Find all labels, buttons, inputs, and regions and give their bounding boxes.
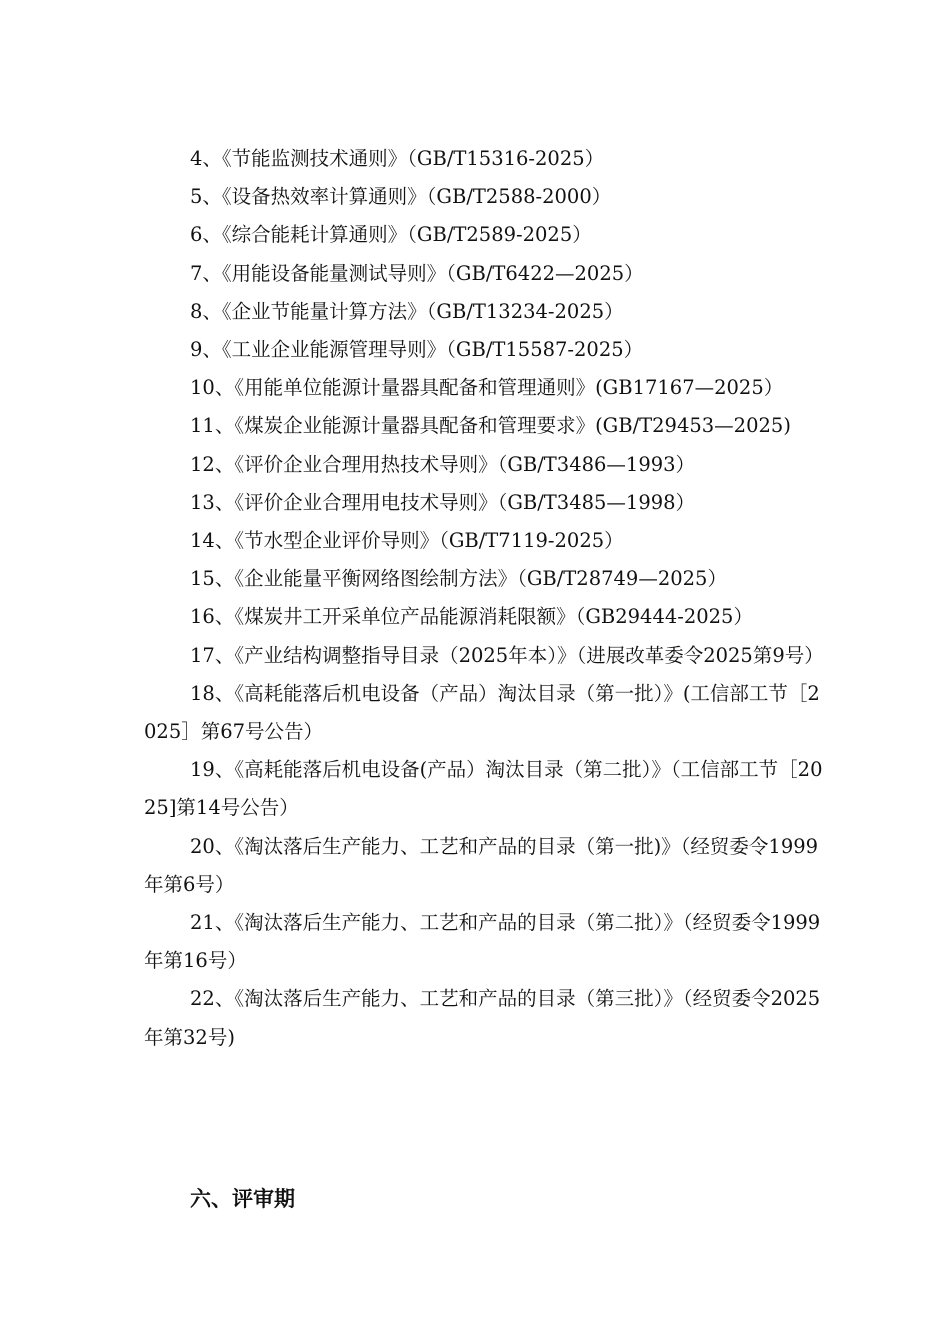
list-item: 14、《节水型企业评价导则》（GB/T7119-2025） (190, 529, 624, 553)
list-item: 5、《设备热效率计算通则》（GB/T2588-2000） (190, 185, 612, 209)
list-item: 19、《高耗能落后机电设备(产品）淘汰目录（第二批）》（工信部工节［2025]第14号公告） (144, 758, 823, 820)
list-item: 16、《煤炭井工开采单位产品能源消耗限额》（GB29444-2025） (190, 605, 753, 629)
list-item: 7、《用能设备能量测试导则》（GB/T6422—2025） (190, 261, 644, 285)
list-item: 9、《工业企业能源管理导则》（GB/T15587-2025） (190, 338, 644, 362)
list-item: 4、《节能监测技术通则》（GB/T15316-2025） (190, 147, 605, 170)
section-heading: 六、评审期 (190, 1186, 295, 1211)
list-item: 12、《评价企业合理用热技术导则》（GB/T3486—1993） (190, 452, 696, 476)
list-item: 21、《淘汰落后生产能力、工艺和产品的目录（第二批）》（经贸委令1999年第16号） (144, 911, 821, 973)
list-item: 15、《企业能量平衡网络图绘制方法》（GB/T28749—2025） (190, 567, 727, 591)
reference-list (144, 140, 830, 1057)
list-item: 17、《产业结构调整指导目录（2025年本）》（进展改革委令2025第9号） (190, 643, 824, 667)
list-item: 22、《淘汰落后生产能力、工艺和产品的目录（第三批）》（经贸委令2025年第32号) (144, 987, 821, 1049)
list-item: 20、《淘汰落后生产能力、工艺和产品的目录（第一批)》（经贸委令1999年第6号） (144, 834, 819, 896)
list-item: 18、《高耗能落后机电设备（产品）淘汰目录（第一批）》(工信部工节［2025］第67号公告） (144, 681, 820, 744)
list-item: 6、《综合能耗计算通则》（GB/T2589-2025） (190, 223, 592, 247)
list-item: 11、《煤炭企业能源计量器具配备和管理要求》(GB/T29453—2025) (190, 414, 791, 438)
list-item: 13、《评价企业合理用电技术导则》（GB/T3485—1998） (190, 490, 696, 514)
list-item: 10、《用能单位能源计量器具配备和管理通则》(GB17167—2025） (190, 376, 784, 400)
list-item: 8、《企业节能量计算方法》（GB/T13234-2025） (190, 299, 624, 323)
